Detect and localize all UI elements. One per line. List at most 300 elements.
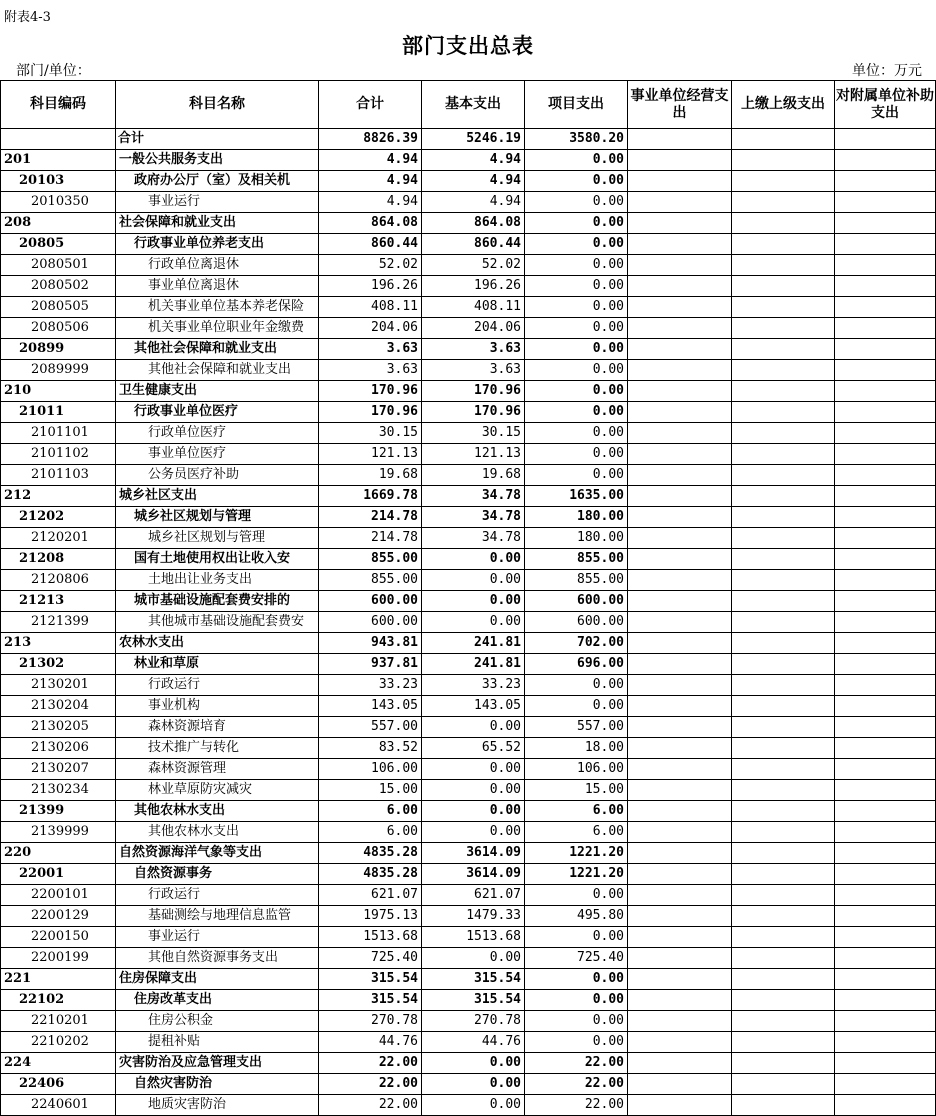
cell-remit-to-superior (732, 402, 835, 423)
cell-business-operation-expenditure (628, 423, 732, 444)
cell-project-expenditure: 180.00 (525, 507, 628, 528)
cell-subject-name: 林业和草原 (116, 654, 319, 675)
cell-subsidy-to-affiliates (835, 948, 936, 969)
cell-subsidy-to-affiliates (835, 255, 936, 276)
cell-subject-name: 农林水支出 (116, 633, 319, 654)
cell-total: 315.54 (319, 969, 422, 990)
table-row (1, 801, 936, 822)
cell-subject-name: 事业单位医疗 (116, 444, 319, 465)
cell-basic-expenditure: 408.11 (422, 297, 525, 318)
cell-basic-expenditure: 4.94 (422, 171, 525, 192)
cell-basic-expenditure: 3614.09 (422, 843, 525, 864)
cell-basic-expenditure: 0.00 (422, 801, 525, 822)
cell-basic-expenditure: 33.23 (422, 675, 525, 696)
cell-subsidy-to-affiliates (835, 150, 936, 171)
cell-subject-name: 城乡社区规划与管理 (116, 528, 319, 549)
table-row (1, 864, 936, 885)
cell-remit-to-superior (732, 339, 835, 360)
cell-remit-to-superior (732, 192, 835, 213)
cell-remit-to-superior (732, 864, 835, 885)
table-row (1, 780, 936, 801)
cell-project-expenditure: 0.00 (525, 1011, 628, 1032)
cell-total: 15.00 (319, 780, 422, 801)
cell-total: 4.94 (319, 192, 422, 213)
cell-subsidy-to-affiliates (835, 1011, 936, 1032)
cell-business-operation-expenditure (628, 255, 732, 276)
cell-subsidy-to-affiliates (835, 822, 936, 843)
cell-total: 1669.78 (319, 486, 422, 507)
cell-business-operation-expenditure (628, 192, 732, 213)
cell-subject-code: 2120201 (1, 528, 116, 549)
cell-subsidy-to-affiliates (835, 885, 936, 906)
cell-subject-name: 公务员医疗补助 (116, 465, 319, 486)
cell-remit-to-superior (732, 360, 835, 381)
table-row (1, 402, 936, 423)
cell-subject-name: 一般公共服务支出 (116, 150, 319, 171)
cell-remit-to-superior (732, 843, 835, 864)
cell-total: 3.63 (319, 339, 422, 360)
cell-basic-expenditure: 3.63 (422, 339, 525, 360)
cell-subsidy-to-affiliates (835, 213, 936, 234)
cell-subject-code: 2130206 (1, 738, 116, 759)
cell-remit-to-superior (732, 570, 835, 591)
cell-basic-expenditure: 143.05 (422, 696, 525, 717)
cell-basic-expenditure: 0.00 (422, 1053, 525, 1074)
cell-subsidy-to-affiliates (835, 423, 936, 444)
cell-remit-to-superior (732, 591, 835, 612)
cell-business-operation-expenditure (628, 1095, 732, 1116)
cell-business-operation-expenditure (628, 864, 732, 885)
cell-subject-code: 2130205 (1, 717, 116, 738)
cell-subject-code: 208 (1, 213, 116, 234)
cell-subject-name: 其他城市基础设施配套费安 (116, 612, 319, 633)
cell-subsidy-to-affiliates (835, 654, 936, 675)
cell-total: 22.00 (319, 1053, 422, 1074)
cell-subject-code: 21202 (1, 507, 116, 528)
cell-remit-to-superior (732, 444, 835, 465)
cell-subject-name: 机关事业单位职业年金缴费 (116, 318, 319, 339)
cell-remit-to-superior (732, 297, 835, 318)
cell-project-expenditure: 0.00 (525, 192, 628, 213)
cell-subject-code: 220 (1, 843, 116, 864)
cell-subject-code: 2210202 (1, 1032, 116, 1053)
cell-remit-to-superior (732, 1032, 835, 1053)
cell-business-operation-expenditure (628, 234, 732, 255)
cell-total: 143.05 (319, 696, 422, 717)
cell-remit-to-superior (732, 717, 835, 738)
cell-remit-to-superior (732, 969, 835, 990)
cell-subsidy-to-affiliates (835, 234, 936, 255)
cell-business-operation-expenditure (628, 675, 732, 696)
cell-subject-name: 自然资源事务 (116, 864, 319, 885)
cell-remit-to-superior (732, 780, 835, 801)
table-row (1, 696, 936, 717)
cell-subject-code: 2240601 (1, 1095, 116, 1116)
cell-project-expenditure: 0.00 (525, 1032, 628, 1053)
cell-project-expenditure: 0.00 (525, 255, 628, 276)
cell-remit-to-superior (732, 612, 835, 633)
cell-basic-expenditure: 621.07 (422, 885, 525, 906)
cell-business-operation-expenditure (628, 528, 732, 549)
cell-basic-expenditure: 0.00 (422, 1074, 525, 1095)
cell-business-operation-expenditure (628, 990, 732, 1011)
cell-remit-to-superior (732, 276, 835, 297)
cell-remit-to-superior (732, 507, 835, 528)
cell-subject-name: 森林资源管理 (116, 759, 319, 780)
cell-subject-code: 22102 (1, 990, 116, 1011)
cell-basic-expenditure: 44.76 (422, 1032, 525, 1053)
cell-subject-code: 2130234 (1, 780, 116, 801)
cell-business-operation-expenditure (628, 150, 732, 171)
cell-project-expenditure: 0.00 (525, 297, 628, 318)
cell-remit-to-superior (732, 822, 835, 843)
cell-subject-name: 土地出让业务支出 (116, 570, 319, 591)
cell-project-expenditure: 0.00 (525, 885, 628, 906)
cell-project-expenditure: 0.00 (525, 423, 628, 444)
header-subsidy-to-affiliates: 对附属单位补助支出 (835, 81, 936, 129)
cell-total: 4.94 (319, 150, 422, 171)
cell-subsidy-to-affiliates (835, 402, 936, 423)
cell-subject-name: 事业运行 (116, 192, 319, 213)
cell-project-expenditure: 0.00 (525, 276, 628, 297)
cell-subject-name: 卫生健康支出 (116, 381, 319, 402)
cell-total: 44.76 (319, 1032, 422, 1053)
cell-total: 4835.28 (319, 843, 422, 864)
cell-subject-code: 213 (1, 633, 116, 654)
table-row (1, 549, 936, 570)
cell-business-operation-expenditure (628, 927, 732, 948)
cell-business-operation-expenditure (628, 696, 732, 717)
cell-remit-to-superior (732, 1074, 835, 1095)
cell-subsidy-to-affiliates (835, 969, 936, 990)
table-row (1, 318, 936, 339)
cell-subsidy-to-affiliates (835, 276, 936, 297)
cell-business-operation-expenditure (628, 318, 732, 339)
table-row (1, 1011, 936, 1032)
cell-total: 4.94 (319, 171, 422, 192)
cell-subject-name: 提租补贴 (116, 1032, 319, 1053)
cell-subject-code: 210 (1, 381, 116, 402)
appendix-label: 附表4-3 (4, 10, 51, 25)
cell-business-operation-expenditure (628, 213, 732, 234)
cell-subsidy-to-affiliates (835, 192, 936, 213)
cell-subject-name: 林业草原防灾减灾 (116, 780, 319, 801)
cell-total: 4835.28 (319, 864, 422, 885)
table-row (1, 465, 936, 486)
cell-subject-name: 其他农林水支出 (116, 822, 319, 843)
cell-basic-expenditure: 0.00 (422, 759, 525, 780)
cell-total: 621.07 (319, 885, 422, 906)
cell-basic-expenditure: 34.78 (422, 486, 525, 507)
table-row (1, 843, 936, 864)
cell-basic-expenditure: 864.08 (422, 213, 525, 234)
cell-project-expenditure: 702.00 (525, 633, 628, 654)
cell-project-expenditure: 0.00 (525, 339, 628, 360)
table-row (1, 276, 936, 297)
cell-total: 22.00 (319, 1095, 422, 1116)
cell-remit-to-superior (732, 486, 835, 507)
cell-subsidy-to-affiliates (835, 906, 936, 927)
cell-business-operation-expenditure (628, 402, 732, 423)
cell-basic-expenditure: 196.26 (422, 276, 525, 297)
table-row (1, 969, 936, 990)
cell-subsidy-to-affiliates (835, 129, 936, 150)
cell-subject-code: 2080502 (1, 276, 116, 297)
header-subject-code: 科目编码 (1, 81, 116, 129)
cell-subject-name: 住房改革支出 (116, 990, 319, 1011)
cell-subject-code: 2200150 (1, 927, 116, 948)
cell-basic-expenditure: 4.94 (422, 192, 525, 213)
cell-business-operation-expenditure (628, 948, 732, 969)
cell-subject-name: 事业单位离退休 (116, 276, 319, 297)
cell-total: 19.68 (319, 465, 422, 486)
cell-project-expenditure: 106.00 (525, 759, 628, 780)
cell-basic-expenditure: 34.78 (422, 528, 525, 549)
cell-remit-to-superior (732, 318, 835, 339)
cell-subject-name: 住房公积金 (116, 1011, 319, 1032)
cell-subsidy-to-affiliates (835, 528, 936, 549)
cell-project-expenditure: 0.00 (525, 402, 628, 423)
cell-subject-name: 行政单位离退休 (116, 255, 319, 276)
cell-business-operation-expenditure (628, 906, 732, 927)
table-row (1, 255, 936, 276)
cell-project-expenditure: 0.00 (525, 969, 628, 990)
cell-total: 1513.68 (319, 927, 422, 948)
cell-business-operation-expenditure (628, 444, 732, 465)
cell-subsidy-to-affiliates (835, 612, 936, 633)
cell-total: 855.00 (319, 549, 422, 570)
cell-basic-expenditure: 65.52 (422, 738, 525, 759)
cell-subject-name: 森林资源培育 (116, 717, 319, 738)
cell-total: 725.40 (319, 948, 422, 969)
cell-subject-code: 20103 (1, 171, 116, 192)
cell-remit-to-superior (732, 654, 835, 675)
cell-project-expenditure: 855.00 (525, 549, 628, 570)
cell-project-expenditure: 855.00 (525, 570, 628, 591)
department-label: 部门/单位： (16, 63, 91, 79)
cell-total: 121.13 (319, 444, 422, 465)
cell-remit-to-superior (732, 1011, 835, 1032)
cell-subject-code: 221 (1, 969, 116, 990)
cell-subject-name: 自然灾害防治 (116, 1074, 319, 1095)
cell-subsidy-to-affiliates (835, 465, 936, 486)
cell-subsidy-to-affiliates (835, 927, 936, 948)
cell-business-operation-expenditure (628, 717, 732, 738)
cell-basic-expenditure: 0.00 (422, 549, 525, 570)
cell-business-operation-expenditure (628, 276, 732, 297)
cell-subsidy-to-affiliates (835, 549, 936, 570)
cell-total: 214.78 (319, 507, 422, 528)
cell-business-operation-expenditure (628, 360, 732, 381)
cell-business-operation-expenditure (628, 549, 732, 570)
cell-business-operation-expenditure (628, 465, 732, 486)
cell-basic-expenditure: 0.00 (422, 1095, 525, 1116)
cell-remit-to-superior (732, 213, 835, 234)
cell-subject-code: 21213 (1, 591, 116, 612)
table-row (1, 381, 936, 402)
cell-project-expenditure: 3580.20 (525, 129, 628, 150)
table-row (1, 297, 936, 318)
table-row (1, 927, 936, 948)
cell-total: 1975.13 (319, 906, 422, 927)
cell-subject-name: 行政单位医疗 (116, 423, 319, 444)
cell-subject-code: 22406 (1, 1074, 116, 1095)
cell-subject-name: 其他自然资源事务支出 (116, 948, 319, 969)
cell-business-operation-expenditure (628, 738, 732, 759)
cell-basic-expenditure: 52.02 (422, 255, 525, 276)
cell-remit-to-superior (732, 549, 835, 570)
cell-subject-name: 灾害防治及应急管理支出 (116, 1053, 319, 1074)
cell-project-expenditure: 495.80 (525, 906, 628, 927)
cell-subject-name: 其他农林水支出 (116, 801, 319, 822)
table-row (1, 990, 936, 1011)
cell-subsidy-to-affiliates (835, 1053, 936, 1074)
cell-subsidy-to-affiliates (835, 780, 936, 801)
cell-project-expenditure: 6.00 (525, 801, 628, 822)
cell-basic-expenditure: 270.78 (422, 1011, 525, 1032)
cell-remit-to-superior (732, 255, 835, 276)
table-row (1, 1032, 936, 1053)
header-business-operation-expenditure: 事业单位经营支出 (628, 81, 732, 129)
cell-total: 6.00 (319, 822, 422, 843)
cell-subject-code: 2089999 (1, 360, 116, 381)
cell-project-expenditure: 22.00 (525, 1095, 628, 1116)
cell-basic-expenditure: 0.00 (422, 591, 525, 612)
cell-subject-code: 2080505 (1, 297, 116, 318)
cell-basic-expenditure: 204.06 (422, 318, 525, 339)
cell-total: 106.00 (319, 759, 422, 780)
cell-project-expenditure: 0.00 (525, 990, 628, 1011)
cell-subject-name: 事业机构 (116, 696, 319, 717)
cell-remit-to-superior (732, 528, 835, 549)
cell-project-expenditure: 0.00 (525, 171, 628, 192)
cell-subject-code: 224 (1, 1053, 116, 1074)
cell-total: 6.00 (319, 801, 422, 822)
cell-subject-name: 事业运行 (116, 927, 319, 948)
cell-project-expenditure: 0.00 (525, 465, 628, 486)
table-body (1, 129, 936, 1116)
cell-project-expenditure: 0.00 (525, 381, 628, 402)
cell-basic-expenditure: 0.00 (422, 948, 525, 969)
table-row (1, 528, 936, 549)
cell-subsidy-to-affiliates (835, 759, 936, 780)
cell-remit-to-superior (732, 885, 835, 906)
table-row (1, 423, 936, 444)
cell-subject-name: 城乡社区规划与管理 (116, 507, 319, 528)
cell-business-operation-expenditure (628, 612, 732, 633)
cell-subsidy-to-affiliates (835, 507, 936, 528)
cell-subject-name: 国有土地使用权出让收入安 (116, 549, 319, 570)
table-row (1, 654, 936, 675)
table-row (1, 906, 936, 927)
cell-project-expenditure: 15.00 (525, 780, 628, 801)
cell-business-operation-expenditure (628, 822, 732, 843)
table-row (1, 486, 936, 507)
cell-subject-code: 21399 (1, 801, 116, 822)
cell-subject-code: 201 (1, 150, 116, 171)
table-row (1, 507, 936, 528)
cell-subject-code: 21208 (1, 549, 116, 570)
cell-business-operation-expenditure (628, 801, 732, 822)
table-row (1, 591, 936, 612)
cell-subject-name: 自然资源海洋气象等支出 (116, 843, 319, 864)
cell-subject-name: 地质灾害防治 (116, 1095, 319, 1116)
cell-subject-code: 212 (1, 486, 116, 507)
cell-total: 270.78 (319, 1011, 422, 1032)
cell-subject-code: 2200101 (1, 885, 116, 906)
cell-subsidy-to-affiliates (835, 360, 936, 381)
cell-project-expenditure: 1221.20 (525, 864, 628, 885)
table-row (1, 885, 936, 906)
cell-subject-name: 社会保障和就业支出 (116, 213, 319, 234)
cell-project-expenditure: 1635.00 (525, 486, 628, 507)
cell-subsidy-to-affiliates (835, 843, 936, 864)
cell-subject-code: 2139999 (1, 822, 116, 843)
table-row (1, 717, 936, 738)
cell-total: 52.02 (319, 255, 422, 276)
cell-total: 600.00 (319, 612, 422, 633)
cell-subsidy-to-affiliates (835, 297, 936, 318)
cell-total: 937.81 (319, 654, 422, 675)
cell-basic-expenditure: 170.96 (422, 402, 525, 423)
cell-project-expenditure: 0.00 (525, 444, 628, 465)
cell-total: 3.63 (319, 360, 422, 381)
cell-subject-code: 2080506 (1, 318, 116, 339)
cell-remit-to-superior (732, 1095, 835, 1116)
cell-business-operation-expenditure (628, 339, 732, 360)
cell-subject-name: 机关事业单位基本养老保险 (116, 297, 319, 318)
table-row (1, 444, 936, 465)
cell-subject-code: 2130207 (1, 759, 116, 780)
cell-remit-to-superior (732, 150, 835, 171)
cell-subject-code: 2121399 (1, 612, 116, 633)
cell-project-expenditure: 0.00 (525, 675, 628, 696)
cell-subject-name: 行政事业单位养老支出 (116, 234, 319, 255)
table-row (1, 612, 936, 633)
cell-total: 204.06 (319, 318, 422, 339)
cell-basic-expenditure: 0.00 (422, 822, 525, 843)
cell-remit-to-superior (732, 906, 835, 927)
expenditure-table (0, 80, 936, 1116)
cell-subject-code: 2101102 (1, 444, 116, 465)
cell-business-operation-expenditure (628, 381, 732, 402)
cell-remit-to-superior (732, 948, 835, 969)
cell-basic-expenditure: 170.96 (422, 381, 525, 402)
cell-subject-code: 2210201 (1, 1011, 116, 1032)
cell-business-operation-expenditure (628, 1053, 732, 1074)
header-basic-expenditure: 基本支出 (422, 81, 525, 129)
cell-project-expenditure: 0.00 (525, 318, 628, 339)
cell-subject-name: 技术推广与转化 (116, 738, 319, 759)
table-row (1, 234, 936, 255)
cell-project-expenditure: 696.00 (525, 654, 628, 675)
cell-remit-to-superior (732, 696, 835, 717)
cell-business-operation-expenditure (628, 1032, 732, 1053)
cell-basic-expenditure: 0.00 (422, 570, 525, 591)
cell-remit-to-superior (732, 990, 835, 1011)
cell-basic-expenditure: 30.15 (422, 423, 525, 444)
cell-basic-expenditure: 1479.33 (422, 906, 525, 927)
cell-business-operation-expenditure (628, 654, 732, 675)
cell-subsidy-to-affiliates (835, 381, 936, 402)
cell-project-expenditure: 0.00 (525, 927, 628, 948)
cell-total: 600.00 (319, 591, 422, 612)
table-row (1, 339, 936, 360)
cell-subject-code: 21011 (1, 402, 116, 423)
cell-basic-expenditure: 0.00 (422, 780, 525, 801)
header-total: 合计 (319, 81, 422, 129)
cell-business-operation-expenditure (628, 969, 732, 990)
